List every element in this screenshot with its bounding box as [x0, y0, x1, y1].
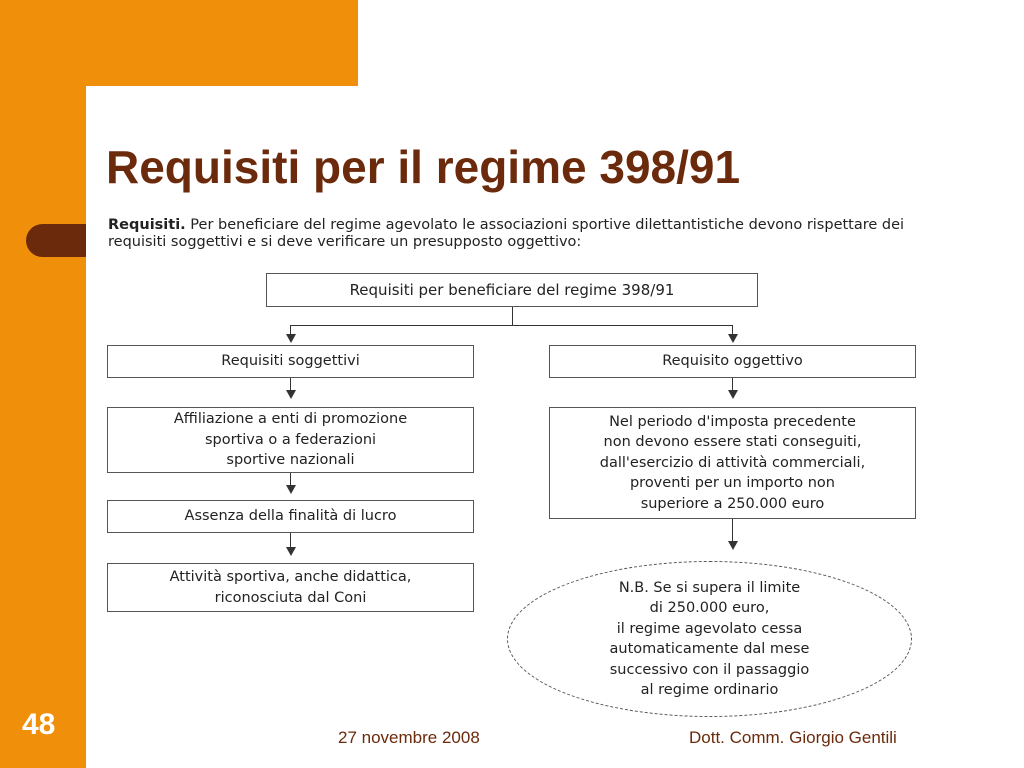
connector — [290, 473, 291, 485]
connector — [732, 378, 733, 390]
arrow-down-icon — [286, 334, 296, 343]
left-header-box — [107, 345, 474, 378]
left-item-label: Affiliazione a enti di promozione sportiva o a federazioni sportive nazionali — [173, 411, 408, 469]
arrow-down-icon — [286, 390, 296, 399]
orange-sidebar — [0, 0, 86, 768]
footer-date: 27 novembre 2008 — [338, 728, 480, 747]
footer-author: Dott. Comm. Giorgio Gentili — [689, 728, 897, 747]
left-header-label: Requisiti soggettivi — [221, 353, 360, 370]
left-item-box — [107, 500, 474, 533]
orange-top-band — [0, 0, 358, 86]
arrow-down-icon — [286, 547, 296, 556]
connector — [732, 519, 733, 541]
intro-paragraph — [108, 217, 928, 251]
root-box — [266, 273, 758, 307]
intro-label: Requisiti. — [108, 217, 186, 233]
connector — [290, 325, 291, 334]
right-item-box — [549, 407, 916, 519]
arrow-down-icon — [728, 390, 738, 399]
left-item-box — [107, 563, 474, 612]
page-number: 48 — [22, 708, 56, 741]
title-accent-bar — [26, 224, 86, 257]
arrow-down-icon — [728, 334, 738, 343]
slide-title: Requisiti per il regime 398/91 — [106, 141, 741, 193]
connector — [732, 325, 733, 334]
right-header-label: Requisito oggettivo — [662, 353, 803, 370]
left-item-label: Attività sportiva, anche didattica, riconosciuta dal Coni — [169, 569, 412, 606]
root-label: Requisiti per beneficiare del regime 398/91 — [349, 280, 675, 299]
right-item-label: Nel periodo d'imposta precedente non devono essere stati conseguiti, dall'esercizio di attività commerciali, proventi per un importo non superiore a 250.000 euro — [599, 413, 866, 512]
note-ellipse — [507, 561, 912, 717]
intro-text: Per beneficiare del regime agevolato le associazioni sportive dilettantistiche devono rispettare dei requisiti soggettivi e si deve verificare un presupposto oggettivo: — [108, 217, 905, 250]
arrow-down-icon — [728, 541, 738, 550]
left-item-label: Assenza della finalità di lucro — [184, 508, 397, 525]
right-header-box — [549, 345, 916, 378]
left-item-box — [107, 407, 474, 473]
connector — [290, 533, 291, 547]
connector — [512, 307, 513, 326]
connector — [290, 325, 733, 326]
note-label: N.B. Se si supera il limite di 250.000 euro, il regime agevolato cessa automaticamente dal mese successivo con il passaggio al regime ordinario — [609, 579, 810, 698]
connector — [290, 378, 291, 390]
arrow-down-icon — [286, 485, 296, 494]
